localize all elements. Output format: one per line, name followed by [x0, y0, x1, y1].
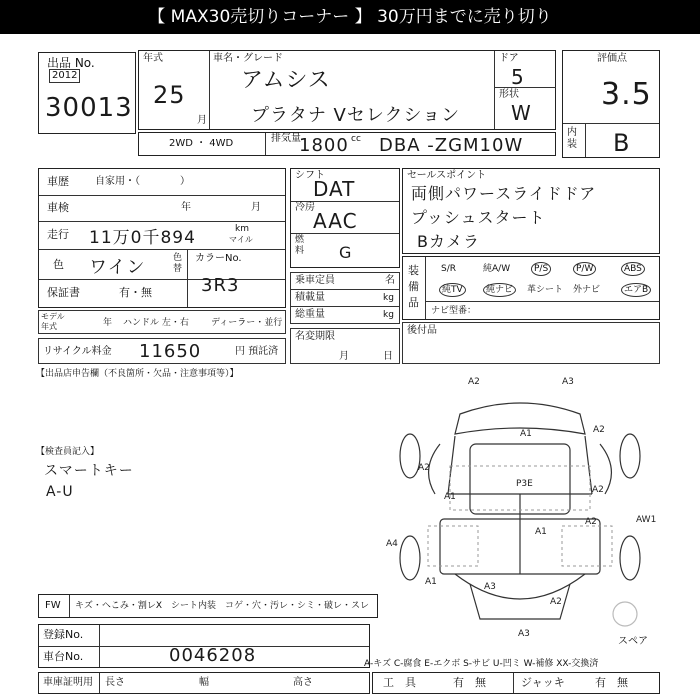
model-year-row — [38, 310, 286, 334]
floor-items: キズ・ヘこみ・割レX シート内装 コゲ・穴・汚レ・シミ・破レ・スレ — [75, 601, 369, 611]
aircon-label: 冷房 — [295, 202, 315, 213]
mileage-km: km — [235, 224, 249, 234]
registration-block — [38, 624, 370, 668]
vehicle-info-block — [38, 168, 286, 308]
dealer-value: ディーラー・並行 — [211, 318, 283, 328]
year-month-label: 月 — [197, 115, 207, 126]
lot-number: 30013 — [45, 93, 133, 123]
displacement-label: 排気量 — [271, 133, 301, 144]
door-value: 5 — [511, 65, 525, 89]
displacement-unit: cc — [351, 134, 361, 144]
spare-label: スペア — [618, 636, 648, 647]
color-change-label: 色替 — [173, 253, 183, 274]
aircon-value: AAC — [313, 209, 358, 233]
equip-pw: P/W — [573, 262, 596, 276]
chassis-no-value: 0046208 — [169, 645, 257, 666]
equip-airbag: エアB — [621, 283, 651, 297]
inspection-label: 車検 — [47, 201, 69, 214]
car-name-box — [138, 50, 556, 130]
navi-model-label: ナビ型番： — [431, 306, 477, 316]
diagram-mark-12: A2 — [585, 517, 597, 527]
floor-label: FW — [45, 600, 61, 611]
drive-row — [138, 132, 556, 156]
name-change-day: 日 — [383, 351, 393, 362]
year-value: 25 — [153, 81, 186, 109]
history-label: 車歴 — [47, 175, 69, 188]
car-name-label: 車名・グレード — [213, 53, 283, 64]
diagram-mark-3: A1 — [520, 429, 532, 439]
interior-label: 内装 — [567, 127, 577, 150]
equip-navi: 純ナビ — [483, 283, 516, 297]
diagram-mark-8: A2 — [592, 485, 604, 495]
load-unit: kg — [383, 293, 394, 303]
color-label: 色 — [53, 258, 64, 271]
model-year-year: 年 — [103, 318, 113, 328]
diagram-mark-13: A3 — [484, 582, 496, 592]
chassis-no-label: 車台No. — [43, 650, 84, 663]
name-change-month: 月 — [339, 351, 349, 362]
after-parts-label: 後付品 — [407, 325, 437, 336]
mileage-label: 走行 — [47, 228, 69, 241]
mileage-value: 11万0千894 — [89, 228, 196, 248]
legend-text: A-キズ C-腐食 E-エクボ S-サビ U-凹ミ W-補修 XX-交換済 — [364, 659, 599, 669]
diagram-mark-16: A1 — [425, 577, 437, 587]
diagram-mark-15: A2 — [550, 597, 562, 607]
shape-value: W — [511, 101, 532, 125]
fuel-value: G — [339, 243, 353, 262]
name-change-label: 名変期限 — [295, 331, 335, 342]
floor-row — [38, 594, 378, 618]
cert-label: 車庫証明用 — [43, 677, 93, 688]
capacity-label: 乗車定員 — [295, 275, 335, 286]
score-label: 評価点 — [597, 53, 627, 64]
tools-value: 有 無 — [453, 676, 486, 689]
after-parts-block — [402, 322, 660, 364]
inspector-label: 【検査員記入】 — [36, 447, 100, 457]
equip-sr: S/R — [441, 264, 456, 274]
cert-width: 幅 — [199, 677, 209, 688]
equip-leather: 革シート — [527, 285, 564, 295]
recycle-unit: 円 預託済 — [235, 346, 279, 357]
diagram-mark-2: A3 — [562, 377, 574, 387]
cert-height: 高さ — [293, 677, 313, 688]
lot-label: 出品 No. — [47, 56, 95, 70]
sales-point-3: Bカメラ — [417, 232, 480, 251]
sales-point-1: 両側パワースライドドア — [411, 184, 597, 203]
lot-number-box — [38, 52, 136, 134]
sales-point-2: プッシュスタート — [411, 208, 546, 227]
equip-tv: 純TV — [439, 283, 466, 297]
car-name-value: アムシス — [241, 68, 331, 93]
tools-label: 工 具 — [383, 676, 416, 689]
capacity-unit: 名 — [385, 275, 395, 286]
warranty-value: 有・無 — [119, 286, 152, 299]
model-year-label: モデル年式 — [41, 312, 65, 331]
warranty-label: 保証書 — [47, 286, 80, 299]
diagram-mark-14: A3 — [518, 629, 530, 639]
cert-length: 長さ — [105, 677, 125, 688]
equip-abs: ABS — [621, 262, 645, 276]
equip-ext-navi: 外ナビ — [573, 285, 601, 295]
diagram-mark-11: AW1 — [636, 515, 657, 525]
equipment-label: 装備品 — [408, 264, 419, 309]
fuel-label: 燃料 — [295, 235, 305, 256]
score-value: 3.5 — [601, 77, 652, 112]
diagram-mark-10: A4 — [386, 539, 398, 549]
door-label: ドア — [499, 53, 519, 64]
recycle-value: 11650 — [139, 341, 202, 362]
name-change-block — [290, 328, 400, 364]
inspector-note-1: スマートキー — [44, 463, 134, 479]
year-label: 年式 — [143, 53, 163, 64]
sales-points-label: セールスポイント — [407, 170, 487, 181]
register-no-label: 登録No. — [43, 628, 84, 641]
interior-value: B — [613, 129, 631, 157]
model-code-value: DBA -ZGM10W — [379, 135, 524, 156]
shift-block — [290, 168, 400, 268]
car-damage-diagram — [380, 374, 680, 644]
load-label: 積載量 — [295, 292, 325, 303]
history-value: 自家用・（ ） — [95, 176, 190, 187]
color-value: ワイン — [89, 257, 146, 278]
mileage-mile: マイル — [229, 235, 253, 244]
diagram-mark-7: P3E — [516, 479, 533, 489]
diagram-mark-1: A2 — [468, 377, 480, 387]
diagram-mark-5: A1 — [444, 492, 456, 502]
lot-year: 2012 — [49, 69, 80, 83]
diagram-mark-6: A2 — [418, 463, 430, 473]
capacity-block — [290, 272, 400, 324]
shape-label: 形状 — [499, 89, 519, 100]
inspection-year: 年 — [181, 202, 191, 213]
drive-label: 2WD ・ 4WD — [169, 138, 234, 149]
garage-cert-row — [38, 672, 370, 694]
score-box — [562, 50, 660, 158]
handle-value: ハンドル 左・右 — [123, 318, 189, 328]
recycle-row — [38, 338, 286, 364]
color-no-label: カラーNo. — [195, 253, 242, 264]
shift-value: DAT — [313, 177, 356, 201]
sales-points-block — [402, 168, 660, 254]
displacement-value: 1800 — [299, 135, 349, 156]
equip-ps: P/S — [531, 262, 551, 276]
color-no-value: 3R3 — [201, 275, 240, 296]
equip-aw: 純A/W — [483, 264, 511, 274]
car-grade-value: プラタナ Vセレクション — [251, 105, 461, 126]
inspector-note-2: A-U — [46, 484, 74, 500]
recycle-label: リサイクル料金 — [43, 346, 112, 357]
declaration-label: 【出品店申告欄（不良箇所・欠品・注意事項等）】 — [36, 369, 239, 379]
jack-value: 有 無 — [595, 676, 628, 689]
inspection-month: 月 — [251, 202, 261, 213]
shift-label: シフト — [295, 170, 325, 181]
diagram-mark-9: A1 — [535, 527, 547, 537]
equipment-block — [402, 256, 660, 320]
diagram-mark-4: A2 — [593, 425, 605, 435]
tools-row — [372, 672, 660, 694]
weight-unit: kg — [383, 310, 394, 320]
auction-banner: 【 MAX30売切りコーナー 】 30万円までに売り切り — [0, 0, 700, 34]
jack-label: ジャッキ — [521, 676, 565, 689]
weight-label: 総重量 — [295, 309, 325, 320]
